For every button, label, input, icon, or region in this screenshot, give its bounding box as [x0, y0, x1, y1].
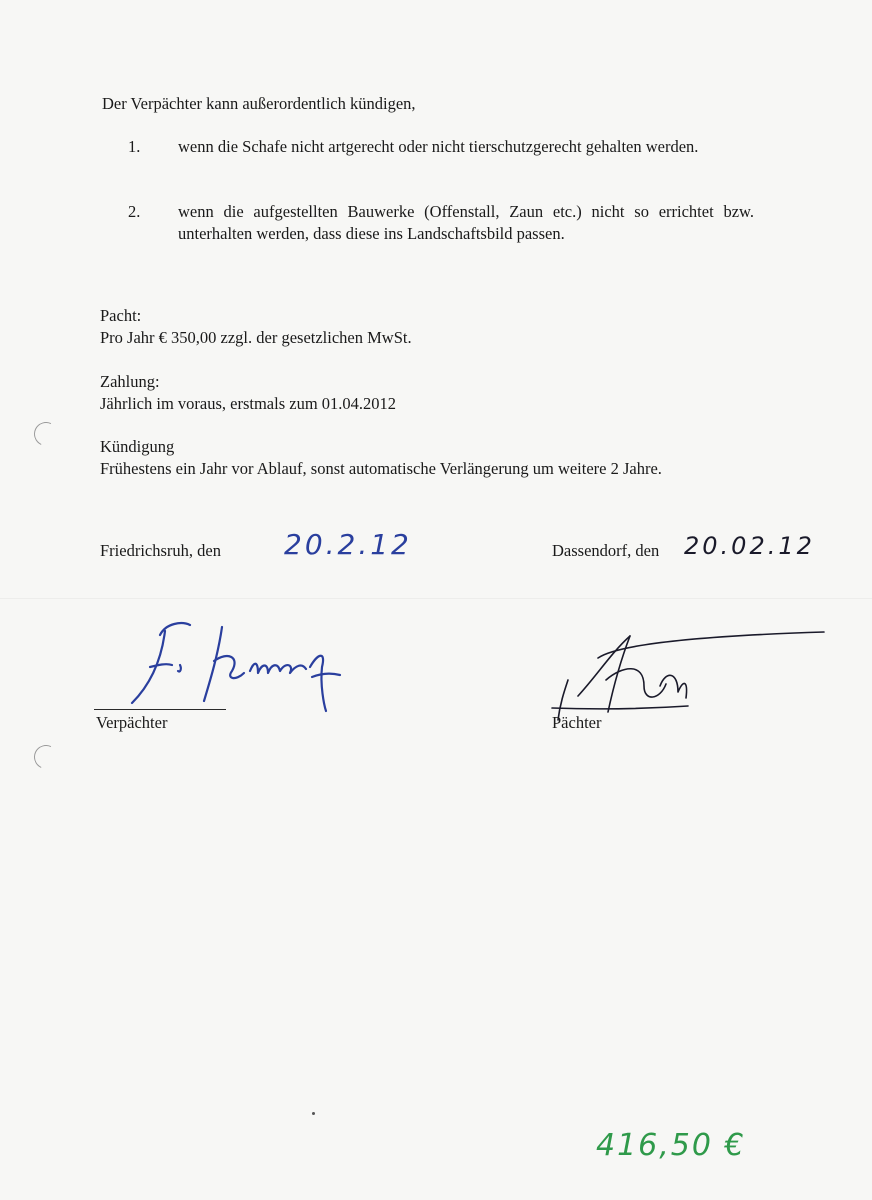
- item-2-number: 2.: [128, 202, 141, 221]
- date-right-handwritten: 20.02.12: [684, 532, 815, 560]
- punch-hole-bottom: [31, 742, 62, 773]
- paechter-label: Pächter: [552, 713, 602, 732]
- place-left-label: Friedrichsruh, den: [100, 541, 221, 560]
- paper-fold: [0, 598, 872, 599]
- punch-hole-top: [31, 419, 62, 450]
- place-right-label: Dassendorf, den: [552, 541, 660, 560]
- item-2-text: wenn die aufgestellten Bauwerke (Offenstall, Zaun etc.) nicht so errichtet bzw. unterhalten werden, dass diese ins Landschaftsbild passen.: [178, 202, 754, 243]
- item-1-text: wenn die Schafe nicht artgerecht oder nicht tierschutzgerecht gehalten werden.: [178, 137, 699, 156]
- ink-dot: [312, 1112, 315, 1115]
- pacht-heading: Pacht:: [100, 306, 142, 325]
- item-1-number: 1.: [128, 137, 141, 156]
- kuendigung-text: Frühestens ein Jahr vor Ablauf, sonst automatische Verlängerung um weitere 2 Jahre.: [100, 459, 662, 478]
- green-annotation-amount: 416,50 €: [596, 1128, 746, 1163]
- zahlung-heading: Zahlung:: [100, 372, 160, 391]
- verpaechter-label: Verpächter: [96, 713, 168, 732]
- pacht-text: Pro Jahr € 350,00 zzgl. der gesetzlichen MwSt.: [100, 328, 412, 347]
- paechter-signature: [548, 622, 838, 722]
- zahlung-text: Jährlich im voraus, erstmals zum 01.04.2012: [100, 394, 397, 413]
- intro-text: Der Verpächter kann außerordentlich kündigen,: [102, 94, 416, 113]
- verpaechter-signature-line: [94, 709, 226, 710]
- kuendigung-heading: Kündigung: [100, 437, 175, 456]
- date-left-handwritten: 20.2.12: [284, 528, 412, 561]
- verpaechter-signature: [110, 615, 360, 715]
